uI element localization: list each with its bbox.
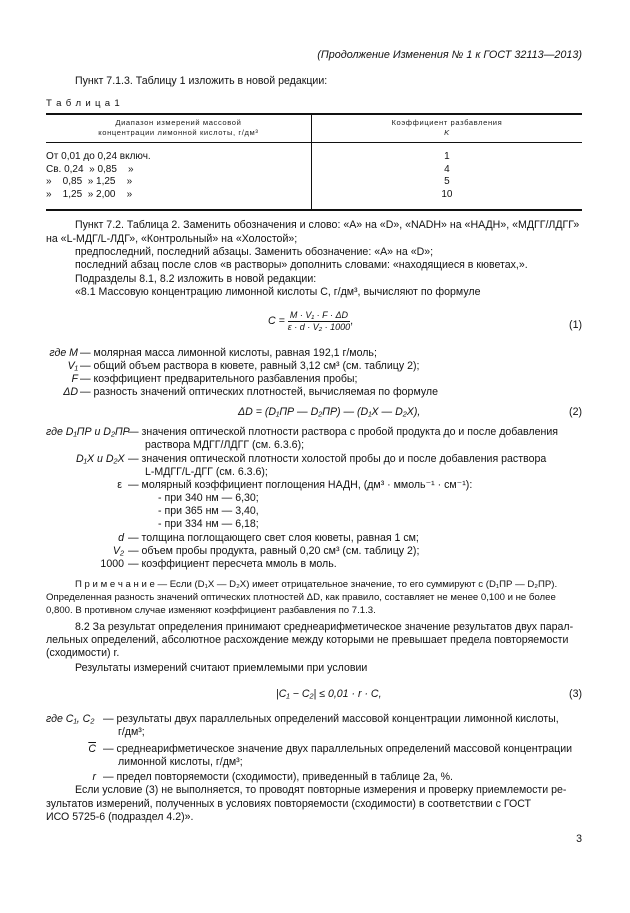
where3-text-cbar-2: лимонной кислоты, г/дм³; bbox=[118, 756, 243, 768]
table-1 bbox=[46, 113, 582, 211]
where1-sym-F: F bbox=[71, 373, 78, 385]
amendment-713: Пункт 7.1.3. Таблицу 1 изложить в новой редакции: bbox=[75, 75, 328, 87]
note-line2: Определенная разность значений оптических плотностей ΔD, как правило, составляет не менее 0,100 и не более bbox=[46, 592, 556, 603]
table-cell: От 0,01 до 0,24 включ. bbox=[46, 151, 151, 162]
where1-text-V1: — общий объем раствора в кювете, равный 3,12 см³ (см. таблицу 2); bbox=[80, 360, 420, 372]
p82-line2: лельных определений, абсолютное расхождение между которыми не превышает предела повторяемости bbox=[46, 634, 569, 646]
p82-line1: 8.2 За результат определения принимают среднеарифметическое значение результатов двух парал- bbox=[75, 621, 574, 633]
where2-sym-v2: V₂ bbox=[112, 545, 124, 557]
where1-text-F: — коэффициент предварительного разбавления пробы; bbox=[80, 373, 358, 385]
table-k-cells bbox=[311, 143, 582, 211]
where3-sym-cbar: $\overline{C}$ bbox=[88, 743, 96, 755]
where1-sym-M: где M bbox=[49, 347, 78, 359]
p82-line4: Результаты измерений считают приемлемыми при условии bbox=[75, 662, 368, 674]
table-caption: Т а б л и ц а 1 bbox=[46, 98, 121, 109]
where2-text-v2: — объем пробы продукта, равный 0,20 см³ (см. таблицу 2); bbox=[128, 545, 420, 557]
table-cell: » 0,85 » 1,25 » bbox=[46, 176, 133, 187]
formula-2-number: (2) bbox=[569, 406, 582, 418]
where2-sym-d: d bbox=[118, 532, 124, 544]
where2-text-pr-2: раствора МДГГ/ЛДГГ (см. 6.3.6); bbox=[145, 439, 305, 451]
where2-sym-1000: 1000 bbox=[100, 558, 124, 570]
formula-2: ΔD = (D₁ПР — D₂ПР) — (D₁Х — D₂Х), bbox=[238, 406, 421, 418]
where2-text-1000: — коэффициент пересчета ммоль в моль. bbox=[128, 558, 337, 570]
p72-line4: последний абзац после слов «в растворы» дополнить словами: «находящиеся в кюветах,». bbox=[75, 259, 528, 271]
wavelength-340: - при 340 нм — 6,30; bbox=[158, 492, 259, 504]
where2-text-x-1: — значения оптической плотности холостой пробы до и после добавления раствора bbox=[128, 453, 547, 465]
p82-line3: (сходимости) r. bbox=[46, 647, 120, 659]
formula-1-fraction bbox=[288, 310, 350, 333]
table-header-range: Диапазон измерений массовой концентрации лимонной кислоты, г/дм³ bbox=[46, 114, 311, 143]
where2-sym-x: D₁Х и D₂Х bbox=[76, 453, 125, 465]
where3-text-c1c2-1: — результаты двух параллельных определений массовой концентрации лимонной кислоты, bbox=[103, 713, 559, 725]
table-cell: Св. 0,24 » 0,85 » bbox=[46, 163, 134, 175]
table-header-coefficient: Коэффициент разбавления K bbox=[311, 114, 582, 143]
formula-1: C = $\frac{\text{M · V₁ · F · ΔD}}{\text{ε · d · V₂ · 1000}}$ , bbox=[268, 310, 354, 332]
table-cell: 4 bbox=[444, 163, 450, 175]
formula-1-denominator: ε · d · V₂ · 1000 bbox=[287, 322, 351, 332]
where3-text-cbar-1: — среднеарифметическое значение двух параллельных определений массовой концентрации bbox=[103, 743, 573, 755]
table-cell: » 1,25 » 2,00 » bbox=[46, 188, 133, 200]
p72-line6: «8.1 Массовую концентрацию лимонной кислоты С, г/дм³, вычисляют по формуле bbox=[75, 286, 481, 298]
page-number: 3 bbox=[576, 833, 582, 845]
where2-text-pr-1: — значения оптической плотности раствора с пробой продукта до и после добавления bbox=[128, 426, 558, 438]
formula-3-number: (3) bbox=[569, 688, 582, 700]
where2-sym-pr: где D₁ПР и D₂ПР bbox=[46, 426, 130, 438]
where3-text-r: — предел повторяемости (сходимости), приведенный в таблице 2а, %. bbox=[103, 771, 453, 783]
running-header: (Продолжение Изменения № 1 к ГОСТ 32113—2013) bbox=[317, 49, 582, 61]
where3-sym-r: r bbox=[92, 771, 96, 783]
final-line2: зультатов измерений, полученных в условиях повторяемости (сходимости) в соответствии с ГОСТ bbox=[46, 798, 531, 810]
formula-1-lhs: C = bbox=[268, 315, 285, 327]
final-line3: ИСО 5725-6 (подраздел 4.2)». bbox=[46, 811, 194, 823]
formula-1-numerator: M · V₁ · F · ΔD bbox=[288, 310, 350, 322]
where1-text-dD: — разность значений оптических плотностей, вычисляемая по формуле bbox=[80, 386, 438, 398]
p72-line5: Подразделы 8.1, 8.2 изложить в новой редакции: bbox=[75, 273, 317, 285]
where1-text-M: — молярная масса лимонной кислоты, равная 192,1 г/моль; bbox=[80, 347, 377, 359]
note-line3: 0,800. В противном случае изменяют коэффициент разбавления по 7.1.3. bbox=[46, 605, 376, 616]
p72-line2: на «L-МДГ/L-ЛДГ», «Контрольный» на «Холостой»; bbox=[46, 233, 298, 245]
where2-text-eps: — молярный коэффициент поглощения НАДН, (дм³ · ммоль⁻¹ · см⁻¹): bbox=[128, 479, 473, 491]
table-cell: 5 bbox=[444, 176, 450, 187]
formula-3: |C₁ − C₂| ≤ 0,01 · r · C, bbox=[276, 688, 382, 700]
table-cell: 10 bbox=[441, 188, 453, 200]
where2-text-x-2: L-МДГГ/L-ДГГ (см. 6.3.6); bbox=[145, 466, 268, 478]
wavelength-365: - при 365 нм — 3,40, bbox=[158, 505, 259, 517]
note-line1: П р и м е ч а н и е — Если (D₁Х — D₂Х) имеет отрицательное значение, то его суммируют с (D₁ПР — D₂ПР). bbox=[75, 579, 558, 590]
where3-text-c1c2-2: г/дм³; bbox=[118, 726, 145, 738]
where3-sym-c1c2: где C₁, C₂ bbox=[46, 713, 95, 725]
final-line1: Если условие (3) не выполняется, то проводят повторные измерения и проверку приемлемости ре- bbox=[75, 784, 567, 796]
p72-line3: предпоследний, последний абзацы. Заменить обозначение: «А» на «D»; bbox=[75, 246, 434, 258]
wavelength-334: - при 334 нм — 6,18; bbox=[158, 518, 259, 530]
table-range-cells bbox=[46, 143, 311, 211]
where1-sym-dD: ΔD bbox=[63, 386, 78, 398]
where2-text-d: — толщина поглощающего свет слоя кюветы, равная 1 см; bbox=[128, 532, 419, 544]
where2-sym-eps: ε bbox=[117, 479, 122, 491]
formula-1-number: (1) bbox=[569, 319, 582, 331]
where1-sym-V1: V₁ bbox=[67, 360, 78, 372]
p72-line1: Пункт 7.2. Таблица 2. Заменить обозначения и слово: «А» на «D», «NADH» на «НАДН», «МДГГ/ЛДГГ» bbox=[75, 219, 580, 231]
table-cell: 1 bbox=[444, 151, 450, 162]
